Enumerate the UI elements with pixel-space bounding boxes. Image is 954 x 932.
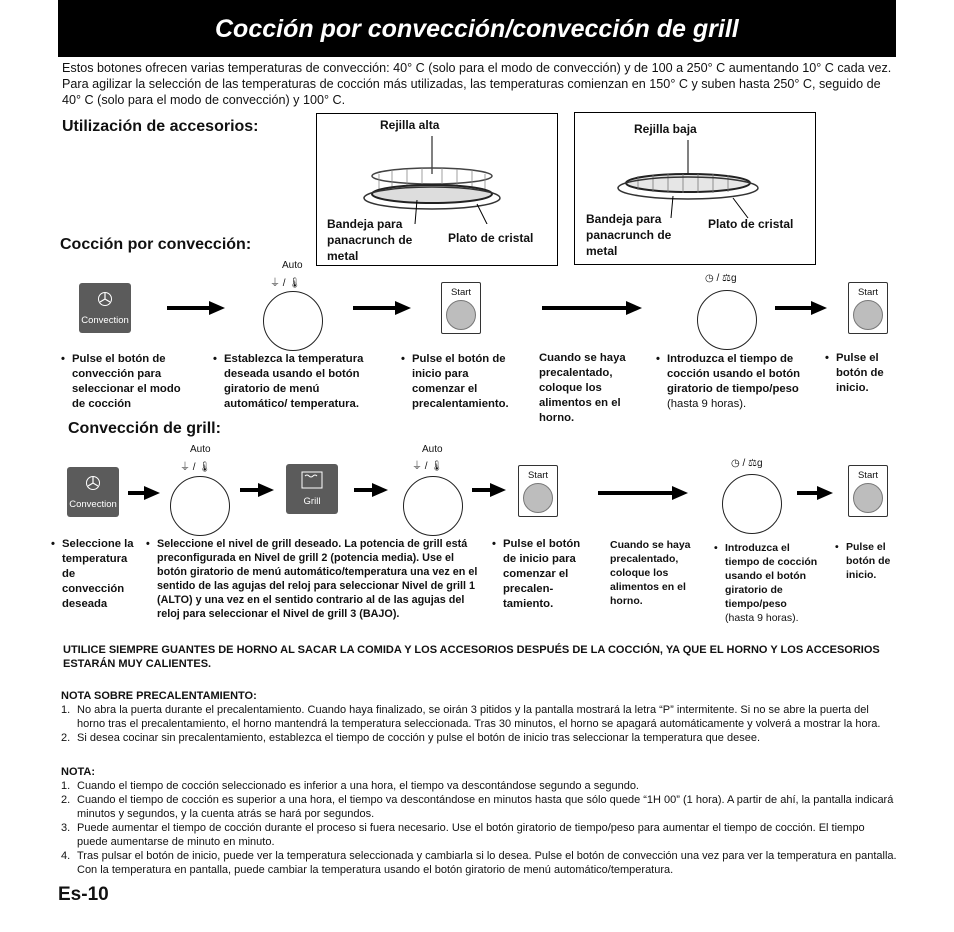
grill-step-1: • Seleccione la temperatura de convección deseada (51, 538, 134, 610)
auto-temp-icon: ⏚ / 🌡 (270, 278, 302, 289)
arrow-icon (353, 300, 411, 316)
page-number: Es-10 (58, 884, 109, 905)
arrow-icon (128, 485, 160, 501)
note (61, 765, 897, 877)
convection-step-1: • Pulse el botón de convección para seleccionar el modo de cocción (61, 353, 181, 410)
list-item: 1. Cuando el tiempo de cocción seleccionado es inferior a una hora, el tiempo va descontándose segundo a segundo. (61, 780, 639, 792)
low-tray-label: Bandeja para panacrunch de metal (586, 212, 672, 258)
convection-step-6: • Pulse el botón de inicio. (825, 352, 884, 394)
intro-text: Estos botones ofrecen varias temperaturas de convección: 40° C (solo para el modo de convección) y de 100 a 250° C aumentando 10° C cada vez. Para agilizar la selección de las temperaturas de cocción más utilizadas, las temperaturas comienzan en 150° C y suben hasta 250° C, seguido de 40° C (solo para el modo de convección) y 100° C. (62, 61, 892, 107)
auto-temperature-dial[interactable] (170, 476, 230, 536)
convection-step-4: Cuando se haya precalentado, coloque los alimentos en el horno. (539, 352, 626, 424)
low-rack-figure (574, 112, 816, 265)
arrow-icon (797, 485, 833, 501)
list-item: 2. Cuando el tiempo de cocción es superior a una hora, el tiempo va descontándose en minutos hasta que sólo quede “1H 00” (1 hora). A partir de ahí, la pantalla indicará minutos y segundos, y la cuenta atrás se hará por segundos. (61, 794, 894, 820)
time-weight-dial[interactable] (697, 290, 757, 350)
convection-step-2: • Establezca la temperatura deseada usando el botón giratorio de menú automático/ temperatura. (213, 353, 364, 410)
grill-step-5: • Introduzca el tiempo de cocción usando el botón giratorio de tiempo/peso (hasta 9 horas). (714, 542, 818, 624)
fan-icon (85, 475, 101, 491)
start-button[interactable]: Start (441, 282, 481, 334)
grill-heading: Convección de grill: (68, 420, 221, 437)
grill-step-3: • Pulse el botón de inicio para comenzar el precalen-tamiento. (492, 538, 581, 610)
note-heading: NOTA: (61, 766, 96, 778)
high-rack-label: Rejilla alta (380, 118, 440, 132)
fan-icon (97, 291, 113, 307)
start-icon (853, 300, 883, 330)
arrow-icon (542, 300, 642, 316)
high-plate-label: Plato de cristal (448, 231, 534, 245)
high-rack-figure (316, 113, 558, 266)
arrow-icon (167, 300, 225, 316)
list-item: 3. Puede aumentar el tiempo de cocción durante el proceso si fuera necesario. Use el botón giratorio de tiempo/peso para aumentar el tiempo de cocción. El tiempo puede aumentarse de minuto en minuto. (61, 822, 865, 848)
convection-step-3: • Pulse el botón de inicio para comenzar el precalentamiento. (401, 353, 509, 410)
start-icon (853, 483, 883, 513)
convection-heading: Cocción por convección: (60, 236, 252, 253)
auto-temperature-dial[interactable] (263, 291, 323, 351)
auto-label: Auto (422, 444, 443, 455)
high-rack-icon (357, 134, 507, 224)
arrow-icon (472, 482, 506, 498)
auto-temp-icon: ⏚ / 🌡 (180, 462, 212, 473)
time-weight-icon: ◷ / ⚖g (731, 458, 763, 469)
list-item: 2. Si desea cocinar sin precalentamiento, establezca el tiempo de cocción y pulse el botón de inicio tras seleccionar la temperatura que desee. (61, 732, 761, 744)
grill-icon (301, 471, 323, 489)
convection-button[interactable]: Convection (79, 283, 131, 333)
low-plate-label: Plato de cristal (708, 217, 794, 231)
auto-label: Auto (282, 260, 303, 271)
arrow-icon (240, 482, 274, 498)
arrow-icon (354, 482, 388, 498)
high-tray-label: Bandeja para panacrunch de metal (327, 217, 413, 263)
grill-step-6: • Pulse el botón de inicio. (835, 541, 891, 581)
arrow-icon (775, 300, 827, 316)
page-title: Cocción por convección/convección de grill (215, 15, 739, 43)
time-weight-icon: ◷ / ⚖g (705, 273, 737, 284)
grill-button[interactable]: Grill (286, 464, 338, 514)
auto-temperature-dial[interactable] (403, 476, 463, 536)
auto-temp-icon: ⏚ / 🌡 (412, 461, 444, 472)
start-icon (523, 483, 553, 513)
start-button[interactable]: Start (518, 465, 558, 517)
start-icon (446, 300, 476, 330)
accessories-heading: Utilización de accesorios: (62, 118, 259, 135)
list-item: 1. No abra la puerta durante el precalentamiento. Cuando haya finalizado, se oirán 3 pitidos y la pantalla mostrará la letra “P” intermitente. Si no se abre la puerta del horno tras el precalentamiento, el horno mantendrá la temperatura seleccionada. Tras 30 minutos, el horno se apagará automáticamente y volverá a mostrar la hora. (61, 704, 881, 730)
convection-step-5: • Introduzca el tiempo de cocción usando el botón giratorio de tiempo/peso (hasta 9 horas). (656, 353, 801, 410)
preheat-note-heading: NOTA SOBRE PRECALENTAMIENTO: (61, 690, 257, 702)
auto-label: Auto (190, 444, 211, 455)
start-button[interactable]: Start (848, 282, 888, 334)
grill-step-2: • Seleccione el nivel de grill deseado. La potencia de grill está preconfigurada en Nivel de grill 2 (potencia media). Use el botón giratorio de menú automático/temperatura una vez en el sentido de las agujas del reloj para seleccionar Nivel de grill 1 (ALTO) y una vez en el sentido contrario al de las agujas del reloj para seleccionar el Nivel de grill 3 (BAJO). (146, 538, 478, 620)
list-item: 4. Tras pulsar el botón de inicio, puede ver la temperatura seleccionada y cambiarla si lo desea. Pulse el botón de convección una vez para ver la temperatura en pantalla. Con la temperatura en pantalla, puede cambiar la temperatura usando el botón giratorio de menú automático/temperatura. (61, 850, 897, 876)
arrow-icon (598, 485, 688, 501)
warning-text: UTILICE SIEMPRE GUANTES DE HORNO AL SACAR LA COMIDA Y LOS ACCESORIOS DESPUÉS DE LA COCCIÓN, YA QUE EL HORNO Y LOS ACCESORIOS ESTARÁN MUY CALIENTES. (63, 644, 880, 670)
grill-step-4: Cuando se haya precalentado, coloque los alimentos en el horno. (610, 539, 691, 607)
time-weight-dial[interactable] (722, 474, 782, 534)
start-button[interactable]: Start (848, 465, 888, 517)
low-rack-label: Rejilla baja (634, 122, 697, 136)
convection-button[interactable]: Convection (67, 467, 119, 517)
preheat-note (61, 689, 897, 745)
